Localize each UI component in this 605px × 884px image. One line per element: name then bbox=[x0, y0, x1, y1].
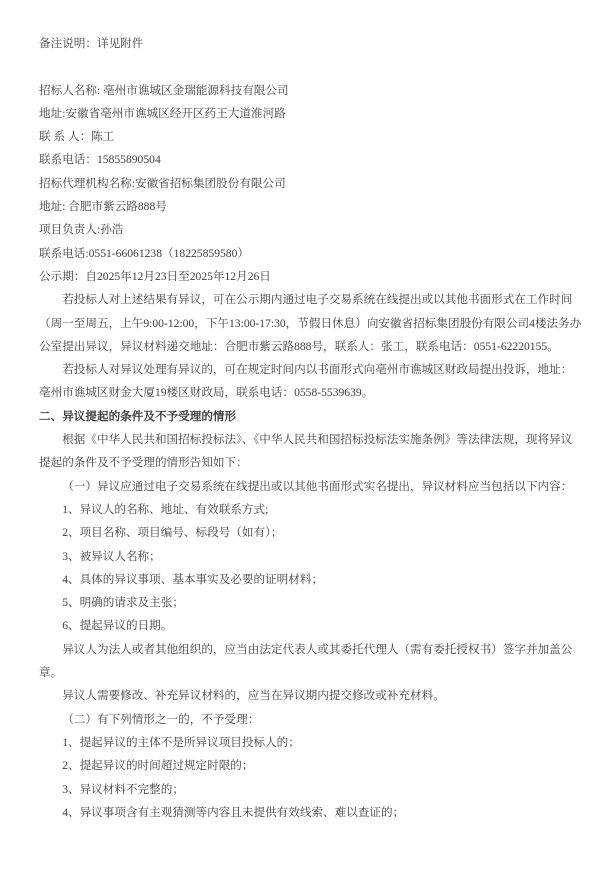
tenderer-phone: 联系电话：15855890504 bbox=[39, 153, 161, 167]
condition-two-intro: （二）有下列情形之一的，不予受理： bbox=[62, 712, 260, 726]
project-manager: 项目负责人:孙浩 bbox=[39, 223, 124, 237]
objection-material-item-5: 5、明确的请求及主张； bbox=[62, 596, 184, 610]
publicity-period: 公示期：自2025年12月23日至2025年12月26日 bbox=[39, 269, 271, 283]
objection-material-item-3: 3、被异议人名称； bbox=[62, 549, 161, 563]
remark-note: 备注说明：详见附件 bbox=[39, 37, 144, 50]
blank-line bbox=[39, 55, 582, 78]
supplement-paragraph: 异议人需要修改、补充异议材料的，应当在异议期内提交修改或补充材料。 bbox=[62, 689, 445, 703]
rejection-case-item-4: 4、异议事项含有主观猜测等内容且未提供有效线索、难以查证的； bbox=[62, 805, 405, 819]
agency-address: 地址: 合肥市紫云路888号 bbox=[39, 200, 167, 214]
signer-requirement-paragraph: 异议人为法人或者其他组织的，应当由法定代表人或其委托代理人（需有委托授权书）签字并加盖公章。 bbox=[39, 642, 573, 680]
objection-material-item-2: 2、项目名称、项目编号、标段号（如有）； bbox=[62, 526, 283, 540]
agency-name: 招标代理机构名称:安徽省招标集团股份有限公司 bbox=[39, 176, 286, 190]
tenderer-contact-person: 联 系 人：陈工 bbox=[39, 130, 115, 144]
rejection-case-item-3: 3、异议材料不完整的； bbox=[62, 782, 184, 796]
objection-material-item-6: 6、提起异议的日期。 bbox=[62, 619, 173, 633]
objection-channel-paragraph: 若投标人对上述结果有异议，可在公示期内通过电子交易系统在线提出或以其他书面形式在工作时间（周一至周五，上午9:00-12:00，下午13:00-17:30，节假日休息）向安徽省招标集团股份有限公司4楼法务办公室提出异议，异议材料递交地址：合肥市紫云路888号，联系人：张工，联系电话：0551-62220155。 bbox=[39, 293, 582, 353]
rejection-case-item-1: 1、提起异议的主体不是所异议项目投标人的； bbox=[62, 735, 300, 749]
complaint-paragraph: 若投标人对异议处理有异议的，可在规定时间内以书面形式向亳州市谯城区财政局提出投诉，地址：亳州市谯城区财金大厦19楼区财政局，联系电话：0558-5539639。 bbox=[39, 363, 573, 400]
legal-basis-paragraph: 根据《中华人民共和国招标投标法》、《中华人民共和国招标投标法实施条例》等法律法规，现将异议提起的条件及不予受理的情形告知如下： bbox=[39, 433, 573, 470]
objection-material-item-1: 1、异议人的名称、地址、有效联系方式; bbox=[62, 502, 269, 516]
section-two-heading: 二、异议提起的条件及不予受理的情形 bbox=[39, 409, 237, 423]
objection-material-item-4: 4、具体的异议事项、基本事实及必要的证明材料； bbox=[62, 572, 324, 586]
agency-phone: 联系电话:0551-66061238（18225859580） bbox=[39, 246, 249, 260]
rejection-case-item-2: 2、提起异议的时间超过规定时限的； bbox=[62, 759, 254, 773]
tenderer-name: 招标人名称: 亳州市谯城区金瑞能源科技有限公司 bbox=[39, 83, 289, 97]
tenderer-address: 地址:安徽省亳州市谯城区经开区药王大道淮河路 bbox=[39, 106, 286, 120]
condition-one-intro: （一）异议应通过电子交易系统在线提出或以其他书面形式实名提出，异议材料应当包括以下内容： bbox=[62, 479, 573, 493]
